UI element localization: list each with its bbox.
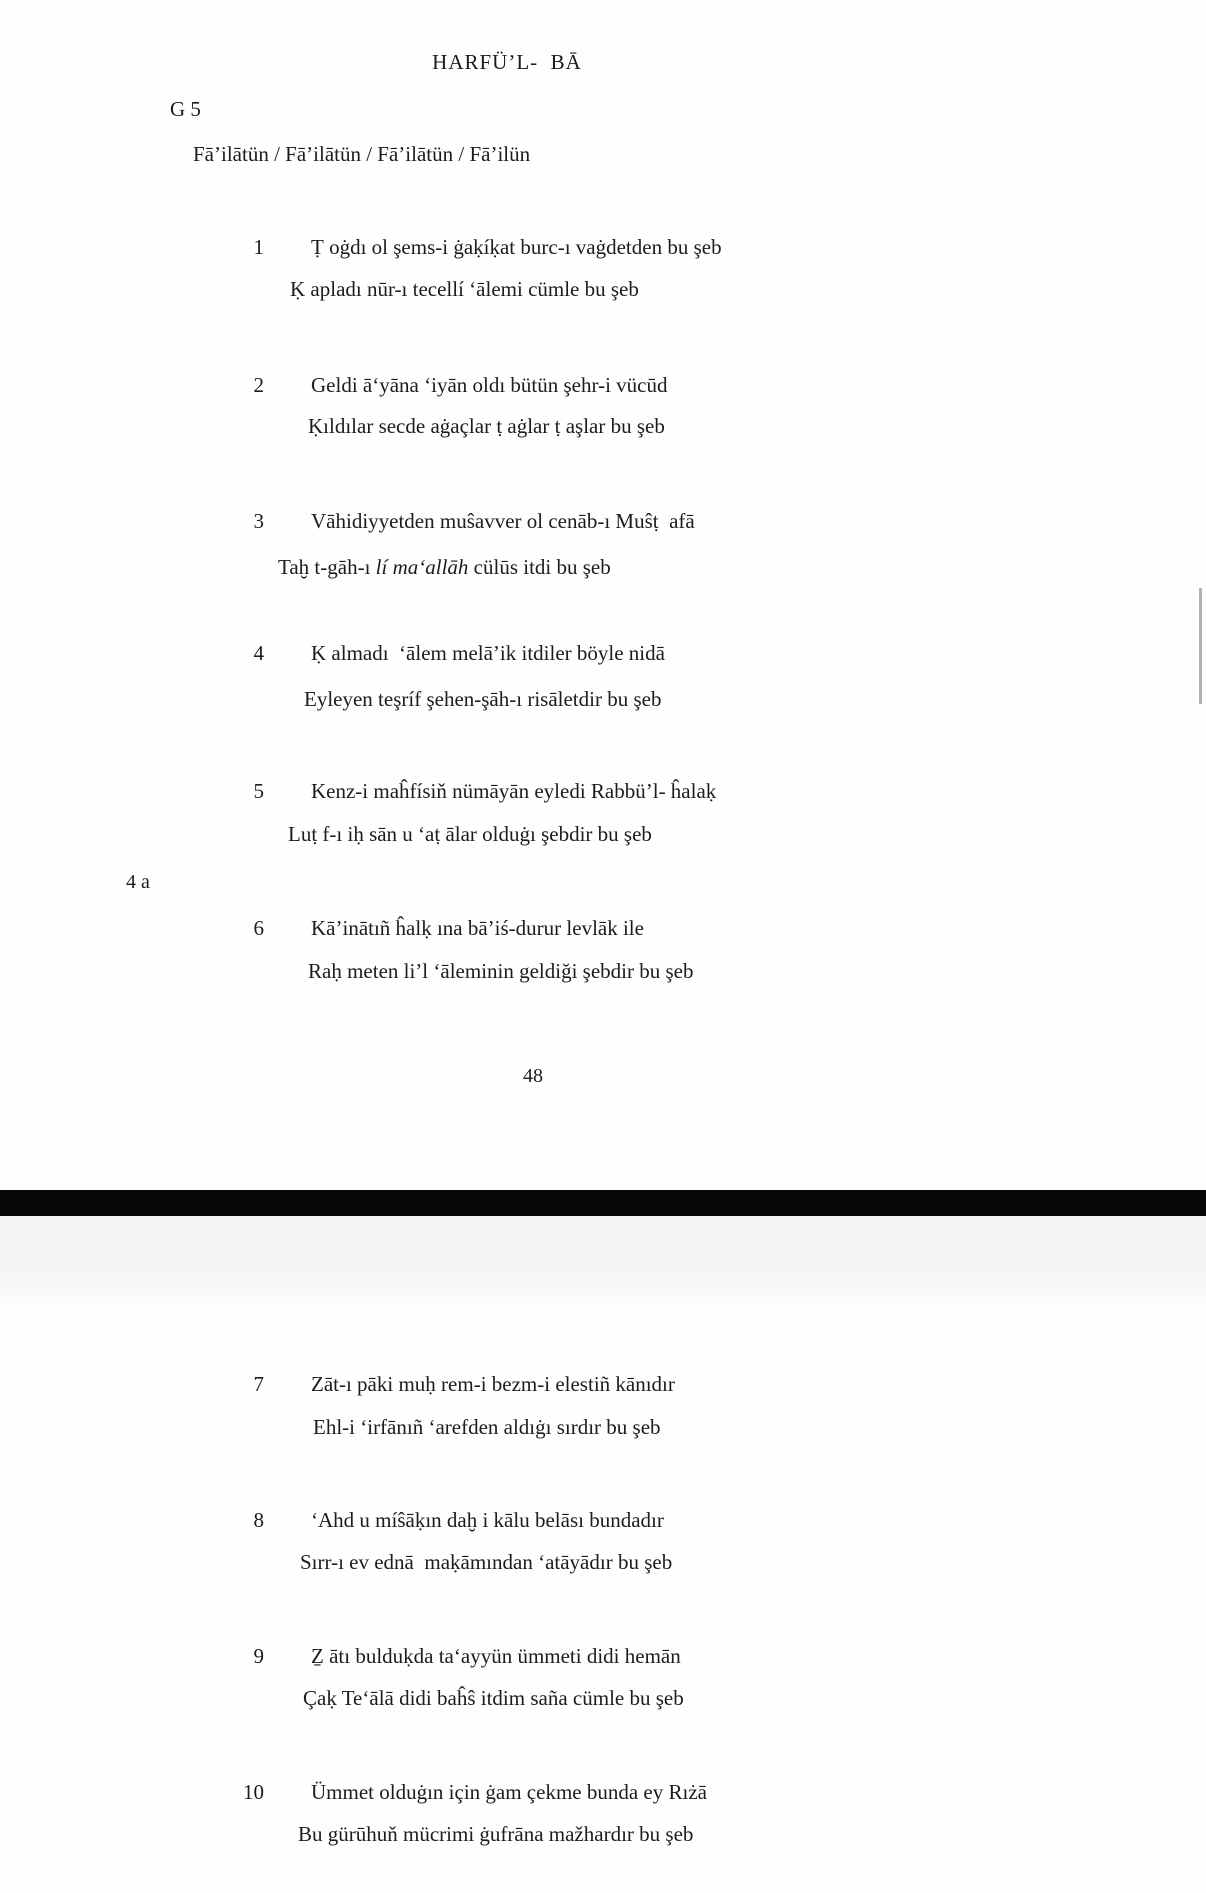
couplet-line: Ṭ oġdı ol şems-i ġaḳíḳat burc-ı vaġdetden bu şeb [311, 235, 722, 259]
couplet-number: 6 [253, 916, 264, 940]
page-number: 48 [523, 1065, 543, 1087]
couplet-line: Ehl-i ‘irfānıñ ‘arefden aldıġı sırdır bu şeb [313, 1415, 661, 1439]
couplet-line: Raḥ meten li’l ‘āleminin geldiği şebdir bu şeb [308, 959, 694, 983]
couplet-line: Kā’inātıñ ĥalḳ ına bā’iś-durur levlāk ile [311, 916, 644, 940]
couplet-line: Ḳ almadı ‘ālem melā’ik itdiler böyle nidā [311, 641, 665, 665]
couplet-number: 9 [253, 1644, 264, 1668]
couplet-line: Vāhidiyyetden muŝavver ol cenāb-ı Muŝṭ afā [311, 509, 695, 533]
couplet-line: Bu gürūhuň mücrimi ġufrāna mažhardır bu şeb [298, 1822, 694, 1846]
couplet-number: 1 [253, 235, 264, 259]
couplet-line: ‘Ahd u míŝāḳın daḫ i kālu belāsı bundadır [311, 1508, 664, 1532]
next-page-top-margin [0, 1216, 1206, 1312]
couplet-number: 5 [253, 779, 264, 803]
couplet-line: Ẕ ātı bulduḳda ta‘ayyün ümmeti didi hemān [311, 1644, 681, 1668]
couplet-line: Ümmet olduġın için ġam çekme bunda ey Rıżā [311, 1780, 707, 1804]
couplet-line-segment: Taḫ t-gāh-ı [278, 555, 376, 579]
couplet-number: 3 [253, 509, 264, 533]
couplet-line: Ḳıldılar secde aġaçlar ṭ aġlar ṭ aşlar bu şeb [308, 414, 665, 438]
couplet-line: Sırr-ı ev ednā maḳāmından ‘atāyādır bu şeb [300, 1550, 673, 1574]
couplet-line: Geldi ā‘yāna ‘iyān oldı bütün şehr-i vücūd [311, 373, 668, 397]
couplet-line: Kenz-i maĥfísiň nümāyān eyledi Rabbü’l- ĥalaḳ [311, 779, 717, 803]
meter-line: Fā’ilātün / Fā’ilātün / Fā’ilātün / Fā’ilün [193, 142, 531, 166]
couplet-line-italic-segment: lí ma‘allāh [375, 555, 469, 579]
couplet-line-segment: cülūs itdi bu şeb [468, 555, 611, 579]
couplet-line [278, 552, 611, 582]
couplet-number: 7 [253, 1372, 264, 1396]
page-separator-band [0, 1190, 1206, 1216]
section-header: HARFÜ’L- BĀ [432, 50, 582, 74]
couplet-line: Luṭ f-ı iḥ sān u ‘aṭ ālar olduġı şebdir bu şeb [288, 822, 652, 846]
couplet-line: Ḳ apladı nūr-ı tecellí ‘ālemi cümle bu şeb [290, 277, 639, 301]
couplet-number: 2 [253, 373, 264, 397]
couplet-line: Eyleyen teşríf şehen-şāh-ı risāletdir bu şeb [304, 687, 662, 711]
folio-note: 4 a [126, 871, 150, 893]
couplet-number: 10 [243, 1780, 264, 1804]
couplet-line: Çaḳ Te‘ālā didi baĥŝ itdim saña cümle bu şeb [303, 1686, 684, 1710]
ghazal-number: G 5 [170, 97, 201, 121]
couplet-line: Zāt-ı pāki muḥ rem-i bezm-i elestiñ kānıdır [311, 1372, 675, 1396]
couplet-number: 8 [253, 1508, 264, 1532]
scroll-indicator [1199, 588, 1202, 704]
couplet-number: 4 [253, 641, 264, 665]
